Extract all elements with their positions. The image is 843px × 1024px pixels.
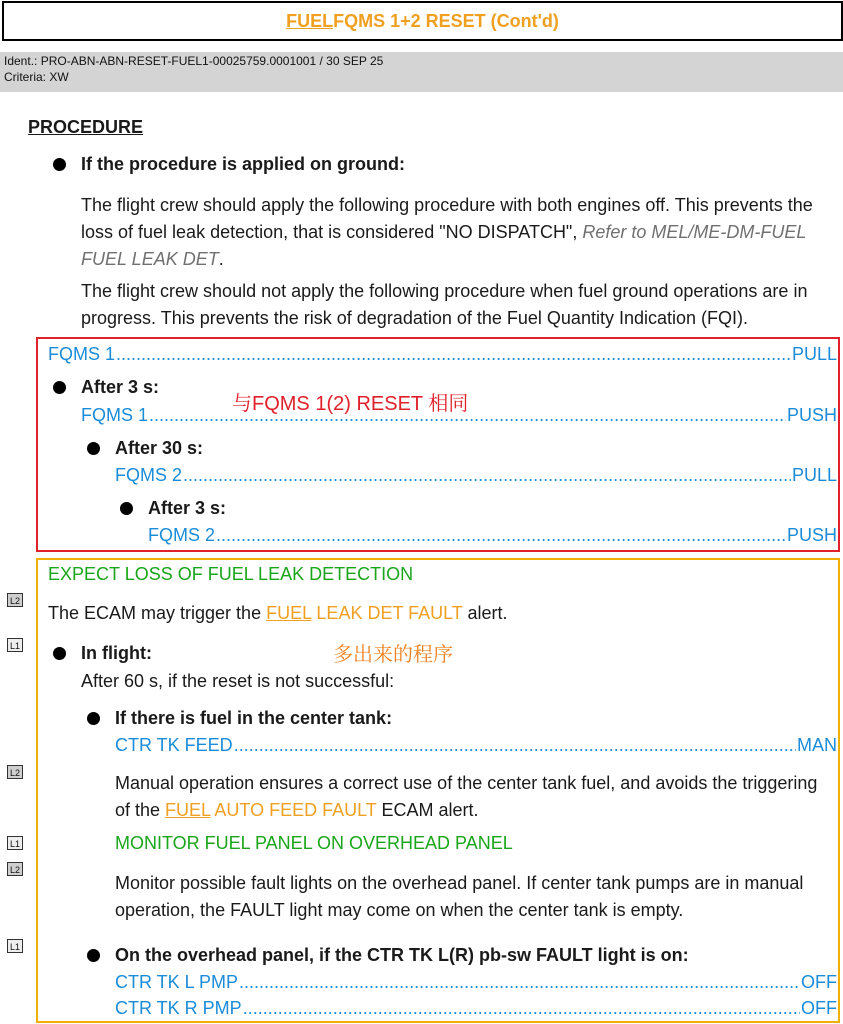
text-line: Manual operation ensures a correct use of the center tank fuel, and avoids the triggering <box>115 773 818 793</box>
step-item: CTR TK FEED <box>115 735 233 755</box>
level-badge: L1 <box>7 836 23 850</box>
leader-dots <box>116 344 791 365</box>
text-line: progress. This prevents the risk of degradation of the Fuel Quantity Indication (FQI). <box>81 308 748 328</box>
bullet <box>53 381 66 394</box>
level-badge: L2 <box>7 862 23 876</box>
text-span: alert. <box>462 603 508 623</box>
bullet <box>87 442 100 455</box>
level-badge: L2 <box>7 765 23 779</box>
step-action: OFF <box>801 998 837 1018</box>
ident-line: Ident.: PRO-ABN-ABN-RESET-FUEL1-00025759.0001001 / 30 SEP 25 <box>4 54 384 68</box>
step-item: FQMS 2 <box>148 525 216 545</box>
text-line: operation, the FAULT light may come on when the center tank is empty. <box>115 900 684 920</box>
text-span: loss of fuel leak detection, that is considered "NO DISPATCH", <box>81 222 583 242</box>
in-flight-text: After 60 s, if the reset is not successful: <box>81 671 395 691</box>
level-badge: L2 <box>7 593 23 607</box>
leader-dots <box>216 525 786 546</box>
bullet <box>53 647 66 660</box>
ground-paragraph-1 <box>81 192 831 273</box>
text-line <box>115 797 835 824</box>
text-span: The ECAM may trigger the <box>48 603 267 623</box>
text-line: The flight crew should apply the following procedure with both engines off. This prevents the <box>81 195 813 215</box>
center-tank-condition: If there is fuel in the center tank: <box>115 708 393 728</box>
mel-reference: Refer to MEL/ME-DM-FUEL <box>582 222 807 242</box>
bullet <box>53 158 66 171</box>
expect-message: EXPECT LOSS OF FUEL LEAK DETECTION <box>48 564 414 584</box>
level-badge: L1 <box>7 939 23 953</box>
ground-paragraph-2 <box>81 278 831 332</box>
text-line <box>81 246 831 273</box>
step-item: CTR TK R PMP <box>115 998 242 1018</box>
step-action: PUSH <box>786 525 837 545</box>
annotation-orange: 多出来的程序 <box>333 644 453 666</box>
step-item: CTR TK L PMP <box>115 972 239 992</box>
monitor-message: MONITOR FUEL PANEL ON OVERHEAD PANEL <box>115 833 513 853</box>
ecam-text <box>48 600 508 627</box>
step-ctr-tk-r-pmp <box>115 998 837 1019</box>
alert-fuel-link: FUEL <box>266 603 312 623</box>
alert-name: LEAK DET FAULT <box>311 603 463 623</box>
monitor-paragraph <box>115 870 835 924</box>
step-fqms1-push <box>81 405 837 426</box>
mel-reference-2: FUEL LEAK DET <box>81 249 219 269</box>
step-ctr-tk-l-pmp <box>115 972 837 993</box>
leader-dots <box>183 465 791 486</box>
center-tank-paragraph <box>115 770 835 824</box>
step-action: PULL <box>791 344 837 364</box>
text-line <box>81 219 831 246</box>
bullet <box>87 949 100 962</box>
step-item: FQMS 1 <box>81 405 149 425</box>
level-badge: L1 <box>7 638 23 652</box>
leader-dots <box>243 998 800 1019</box>
step-condition: After 30 s: <box>115 438 204 458</box>
step-action: OFF <box>801 972 837 992</box>
step-item: FQMS 1 <box>48 344 116 364</box>
ground-condition: If the procedure is applied on ground: <box>81 154 406 174</box>
step-action: MAN <box>797 735 837 755</box>
page-title <box>2 1 843 41</box>
step-fqms1-pull <box>48 344 837 365</box>
bullet <box>120 502 133 515</box>
title-prefix: FUEL <box>286 10 334 31</box>
step-ctr-tk-feed <box>115 735 837 756</box>
step-action: PULL <box>791 465 837 485</box>
annotation-red: 与FQMS 1(2) RESET 相同 <box>232 393 469 415</box>
text-span: ECAM alert. <box>376 800 479 820</box>
title-rest: FQMS 1+2 RESET (Cont'd) <box>333 10 559 31</box>
step-condition: After 3 s: <box>81 377 160 397</box>
text-span: of the <box>115 800 166 820</box>
overhead-condition: On the overhead panel, if the CTR TK L(R) pb-sw FAULT light is on: <box>115 945 689 965</box>
text-line: The flight crew should not apply the following procedure when fuel ground operations are in <box>81 281 808 301</box>
text-span: . <box>218 249 224 269</box>
step-condition: After 3 s: <box>148 498 227 518</box>
ident-bar <box>0 52 843 92</box>
text-line: Monitor possible fault lights on the overhead panel. If center tank pumps are in manual <box>115 873 804 893</box>
step-action: PUSH <box>786 405 837 425</box>
alert-name: AUTO FEED FAULT <box>210 800 377 820</box>
leader-dots <box>239 972 800 993</box>
procedure-heading: PROCEDURE <box>28 117 144 137</box>
in-flight-condition: In flight: <box>81 643 152 663</box>
bullet <box>87 712 100 725</box>
step-fqms2-push <box>148 525 837 546</box>
leader-dots <box>234 735 796 756</box>
step-fqms2-pull <box>115 465 837 486</box>
criteria-line: Criteria: XW <box>4 70 69 84</box>
leader-dots <box>149 405 786 426</box>
step-item: FQMS 2 <box>115 465 183 485</box>
alert-fuel-link: FUEL <box>165 800 211 820</box>
